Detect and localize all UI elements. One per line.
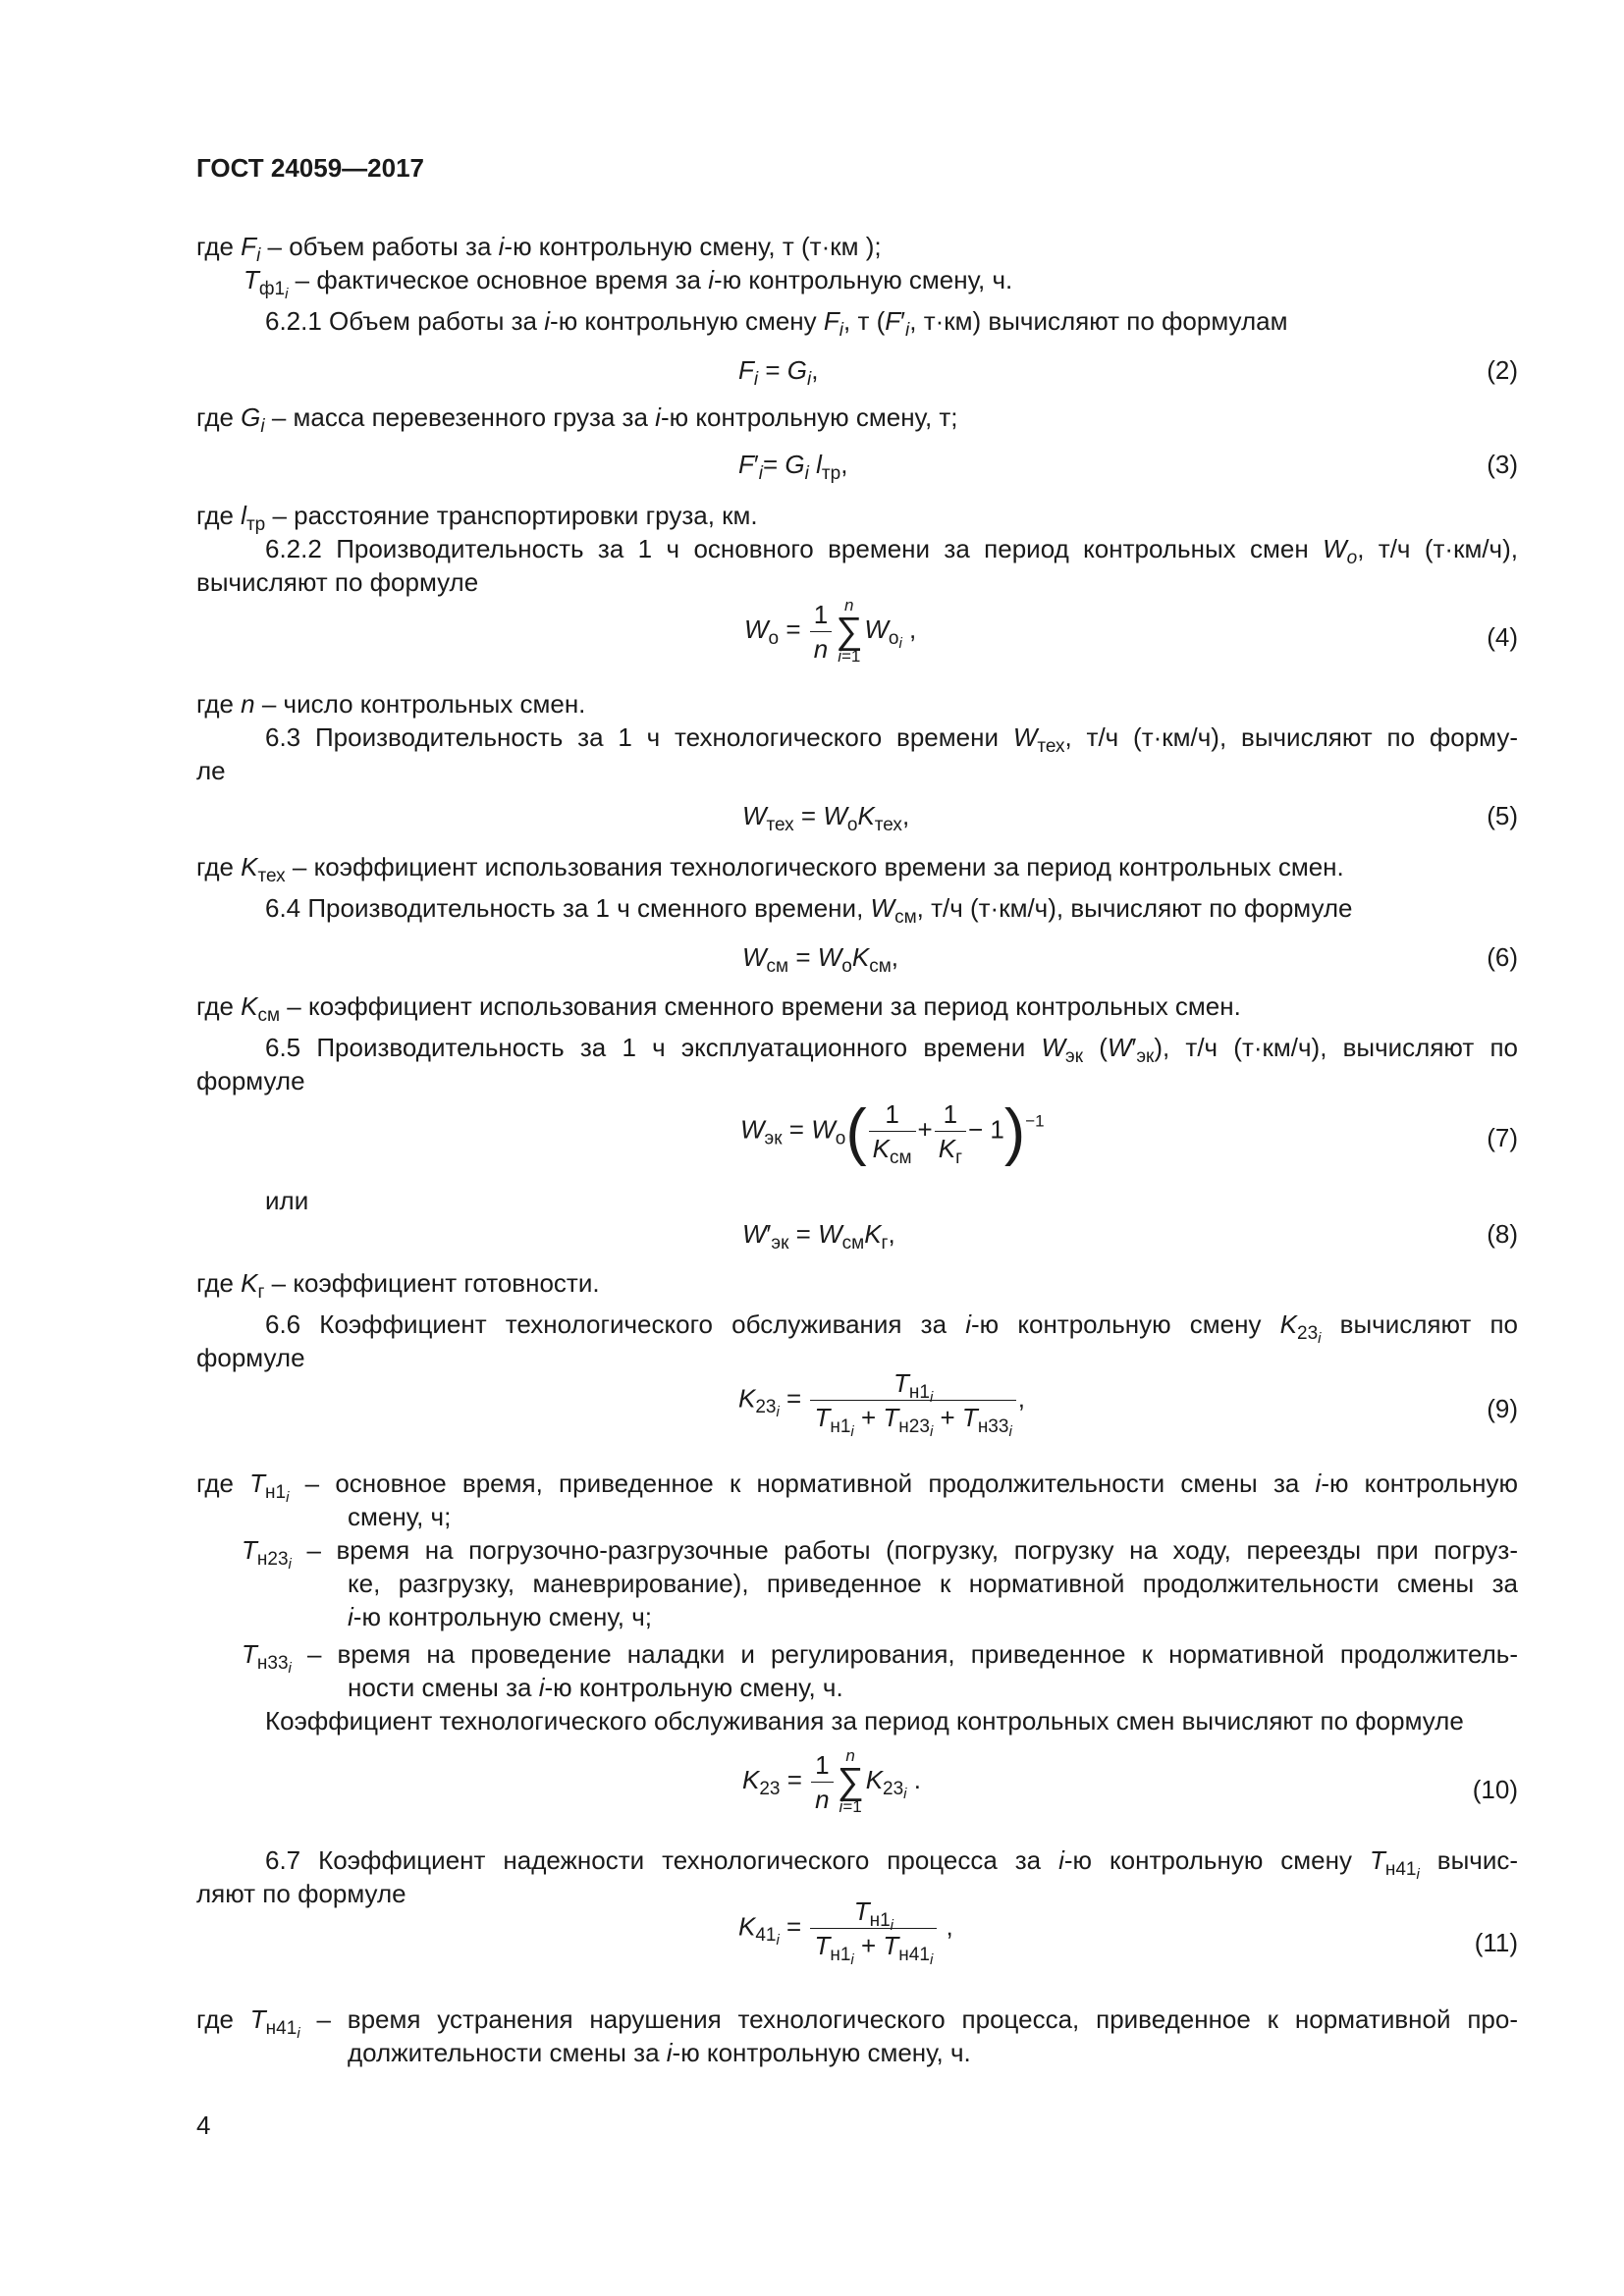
definition-ktex: где $K_{тех}$ – коэффициент использования технологического времени за период контрольных смен. — [196, 852, 1344, 886]
definition-tn41: где $T_{н41_i}$ – время устранения нарушения технологического процесса, приведенное к нормативной про- — [196, 2004, 1518, 2042]
equation-9: $K_{23_i}$ = $\frac{T_{н1_i}}{T_{н1_i} + T_{н23_i} + T_{н33_i}}$ , — [738, 1368, 1026, 1440]
word-ili: или — [265, 1186, 309, 1215]
equation-5: $W_{тех} = W_оK_{тех}$, — [742, 801, 910, 835]
paragraph-6-6: 6.6 Коэффициент технологического обслуживания за i-ю контрольную смену $K_{23_i}$ вычисляют по — [265, 1309, 1518, 1347]
paragraph-6-3-cont: ле — [196, 756, 226, 785]
definition-gi: где $G_i$ – масса перевезенного груза за i-ю контрольную смену, т; — [196, 402, 958, 437]
equation-11: $K_{41_i}$ = $\frac{T_{н1_i}}{T_{н1_i} + T_{н41_i}}$ , — [738, 1896, 953, 1968]
equation-number: (3) — [1487, 450, 1518, 479]
equation-4: $W_o$ = $\frac{1}{n}$ n ∑ i=1 $W_{o_i}$ , — [744, 596, 917, 666]
paragraph-6-2-1: 6.2.1 Объем работы за i-ю контрольную смену $F_i$, т ($F'_i$, т·км) вычисляют по формулам — [265, 306, 1288, 341]
paragraph-6-2-2: 6.2.2 Производительность за 1 ч основного времени за период контрольных смен $W_o$, т/ч (т·км/ч), — [265, 534, 1518, 568]
equation-number: (4) — [1487, 622, 1518, 652]
equation-number: (2) — [1487, 355, 1518, 385]
equation-number: (9) — [1487, 1394, 1518, 1423]
paragraph-6-3: 6.3 Производительность за 1 ч технологического времени $W_{тех}$, т/ч (т·км/ч), вычисляют по форму- — [265, 722, 1518, 757]
paragraph-6-6-cont: формуле — [196, 1343, 305, 1372]
definition-tn23-cont2: i-ю контрольную смену, ч; — [348, 1602, 653, 1631]
paragraph-6-5: 6.5 Производительность за 1 ч эксплуатационного времени $W_{эк}$ $(W'_{эк})$, т/ч (т·км/ч), вычисляют по — [265, 1033, 1518, 1067]
definition-tn41-cont: должительности смены за i-ю контрольную смену, ч. — [348, 2038, 971, 2067]
definition-tn33: $T_{н33_i}$ – время на проведение наладки и регулирования, приведенное к нормативной продолжитель- — [242, 1639, 1518, 1677]
definition-tn23: $T_{н23_i}$ – время на погрузочно-разгрузочные работы (погрузку, погрузку на ходу, переезды при погруз- — [242, 1535, 1518, 1573]
equation-10: $K_{23}$ = $\frac{1}{n}$ n ∑ i=1 $K_{23_i}$ . — [742, 1746, 921, 1816]
definition-tf1: $T_{ф1_i}$ – фактическое основное время за i-ю контрольную смену, ч. — [244, 265, 1013, 302]
equation-number: (8) — [1487, 1219, 1518, 1249]
definition-fi: где $F_i$ – объем работы за i-ю контрольную смену, т (т·км ); — [196, 232, 882, 266]
definition-kcm: где $K_{см}$ – коэффициент использования сменного времени за период контрольных смен. — [196, 991, 1241, 1026]
equation-3: $F'_i= G_i$ $l_{тр}$, — [738, 450, 848, 484]
equation-number: (6) — [1487, 942, 1518, 972]
document-header: ГОСТ 24059—2017 — [196, 153, 424, 183]
definition-tn33-cont: ности смены за i-ю контрольную смену, ч. — [348, 1673, 843, 1702]
paragraph-6-4: 6.4 Производительность за 1 ч сменного времени, $W_{см}$, т/ч (т·км/ч), вычисляют по формуле — [265, 893, 1353, 928]
equation-number: (5) — [1487, 801, 1518, 830]
definition-ltr: где $l_{тр}$ – расстояние транспортировки груза, км. — [196, 501, 758, 535]
paragraph-6-7: 6.7 Коэффициент надежности технологического процесса за i-ю контрольную смену $T_{н41_i}$ вычис- — [265, 1845, 1518, 1883]
definition-n: где n – число контрольных смен. — [196, 689, 586, 719]
equation-8: $W'_{эк} = W_{см}K_г$, — [742, 1219, 895, 1254]
equation-6: $W_{см} = W_оK_{см}$, — [742, 942, 899, 977]
equation-number: (10) — [1472, 1775, 1518, 1804]
paragraph-6-7-cont: ляют по формуле — [196, 1879, 406, 1908]
paragraph-6-2-2-cont: вычисляют по формуле — [196, 567, 479, 597]
definition-tn1-cont: смену, ч; — [348, 1502, 452, 1531]
definition-tn1: где $T_{н1_i}$ – основное время, приведенное к нормативной продолжительности смены за i-ю контрольную — [196, 1468, 1518, 1506]
equation-2: $F_i = G_i$, — [738, 355, 819, 390]
page-number: 4 — [196, 2110, 211, 2140]
k23-intro: Коэффициент технологического обслуживания за период контрольных смен вычисляют по формуле — [265, 1706, 1464, 1735]
equation-7: $W_{эк} = W_о$( $\frac{1}{K_{см}}$ + $\frac{1}{K_г}$ − 1)$^{-1}$ — [740, 1095, 1045, 1168]
equation-number: (11) — [1474, 1928, 1518, 1957]
equation-number: (7) — [1487, 1123, 1518, 1152]
definition-tn23-cont: ке, разгрузку, маневрирование), приведенное к нормативной продолжительности смены за — [348, 1569, 1518, 1598]
paragraph-6-5-cont: формуле — [196, 1066, 305, 1095]
definition-kg: где $K_г$ – коэффициент готовности. — [196, 1268, 600, 1303]
